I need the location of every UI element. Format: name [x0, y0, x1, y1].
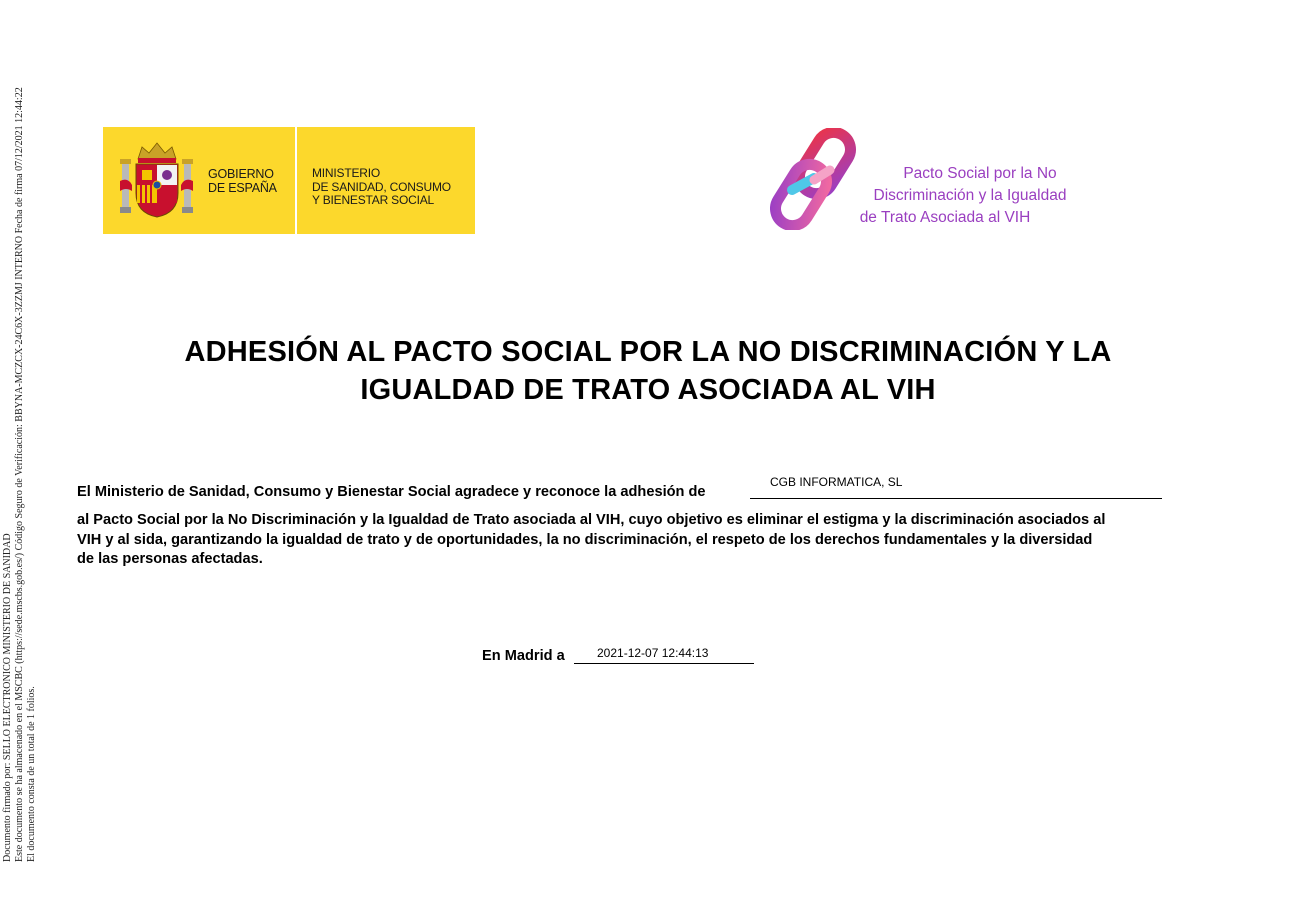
- coat-of-arms-icon: [118, 141, 196, 221]
- ministry-name: [312, 167, 451, 208]
- paragraph-line-4: de las personas afectadas.: [77, 551, 263, 567]
- pact-name: [840, 163, 1080, 229]
- signature-date: 2021-12-07 12:44:13: [597, 646, 709, 660]
- paragraph-lead: El Ministerio de Sanidad, Consumo y Bienestar Social agradece y reconoce la adhesión de: [77, 484, 706, 500]
- adhesion-paragraph: [77, 475, 1177, 570]
- place-and-date: [482, 646, 762, 666]
- logo-divider: [295, 127, 297, 234]
- pact-line: de Trato Asociada al VIH: [859, 209, 1031, 226]
- paragraph-rest: [77, 502, 1177, 570]
- place-label: En Madrid a: [482, 648, 565, 664]
- electronic-signature-stamp: [2, 2, 38, 862]
- ministry-line: Y BIENESTAR SOCIAL: [312, 193, 434, 207]
- ministry-line: DE SANIDAD, CONSUMO: [312, 179, 451, 194]
- government-logo: [103, 127, 475, 234]
- ministry-line: MINISTERIO: [312, 166, 381, 180]
- title-line-2: IGUALDAD DE TRATO ASOCIADA AL VIH: [360, 374, 936, 406]
- government-line: DE ESPAÑA: [208, 181, 277, 195]
- government-name: [208, 167, 277, 195]
- stamp-line-signed-by: Documento firmado por: SELLO ELECTRONICO MINISTERIO DE SANIDAD: [2, 533, 13, 862]
- stamp-line-verification: Este documento se ha almacenado en el MSCBC (https://sede.mscbs.gob.es/) Código Seguro de Verificación: BBYNA-MCZCX-24C6X-3ZZMJ INTERNO Fecha de firma 07/12/2021 12:44:22: [14, 87, 25, 862]
- title-line-1: ADHESIÓN AL PACTO SOCIAL POR LA NO DISCRIMINACIÓN Y LA: [184, 336, 1112, 368]
- pact-line: Discriminación y la Igualdad: [873, 187, 1067, 204]
- date-fill-line: [574, 663, 754, 664]
- paragraph-line-3: VIH y al sida, garantizando la igualdad de trato y de oportunidades, la no discriminación, el respeto de los derechos fundamentales y la diversidad: [77, 531, 1093, 548]
- pact-logo: [770, 128, 1090, 234]
- entity-name: CGB INFORMATICA, SL: [770, 475, 903, 489]
- document-title: [100, 333, 1196, 409]
- entity-fill-line: [750, 498, 1162, 499]
- government-line: GOBIERNO: [208, 167, 274, 181]
- first-line: [77, 475, 1177, 502]
- paragraph-line-2: al Pacto Social por la No Discriminación y la Igualdad de Trato asociada al VIH, cuyo objetivo es eliminar el estigma y la discriminación asociados al: [77, 512, 1106, 528]
- stamp-line-folios: El documento consta de un total de 1 folios.: [26, 686, 37, 862]
- pact-line: Pacto Social por la No: [903, 165, 1057, 182]
